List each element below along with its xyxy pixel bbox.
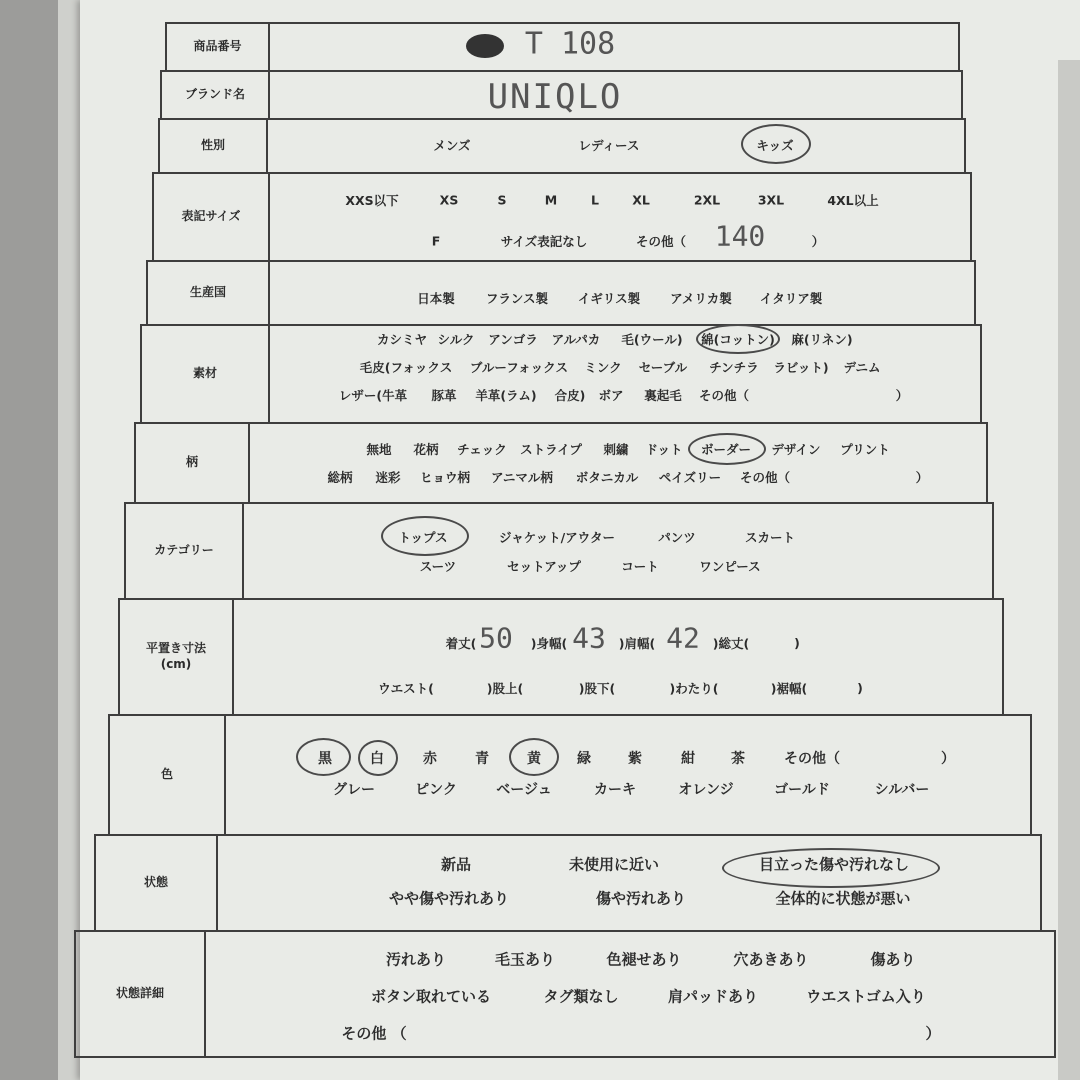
color-black-circle xyxy=(296,738,351,776)
detail-pilling: 毛玉あり xyxy=(494,950,556,969)
pattern-check: チェック xyxy=(457,442,507,457)
pattern-other-close: ） xyxy=(915,470,929,485)
gender-mens: メンズ xyxy=(433,138,471,153)
measure-width-label: )身幅( xyxy=(530,636,568,651)
row-color xyxy=(108,714,1032,836)
detail-other-close: ） xyxy=(925,1024,941,1043)
row-country xyxy=(146,260,976,326)
brand-label: ブランド名 xyxy=(162,72,270,118)
pattern-stripe: ストライプ xyxy=(520,442,582,457)
brand-value: UNIQLO xyxy=(487,77,623,117)
measure-total-close: ) xyxy=(794,635,800,651)
condition-slight-damage: やや傷や汚れあり xyxy=(388,889,510,908)
pattern-embroidery: 刺繍 xyxy=(603,442,629,457)
measure-label-cell xyxy=(120,600,234,714)
category-setup: セットアップ xyxy=(507,559,581,574)
color-beige: ベージュ xyxy=(496,782,552,798)
condition-damage: 傷や汚れあり xyxy=(595,889,687,908)
category-jacket: ジャケット/アウター xyxy=(498,530,616,545)
pattern-paisley: ペイズリー xyxy=(658,470,722,485)
detail-shoulder-pad: 肩パッドあり xyxy=(667,987,759,1006)
pattern-print: プリント xyxy=(840,442,890,457)
material-brushed: 裏起毛 xyxy=(644,388,682,403)
measure-thigh-label: )わたり( xyxy=(669,681,719,696)
measure-length-label: 着丈( xyxy=(445,636,477,651)
material-boa: ボア xyxy=(598,388,624,403)
row-measure xyxy=(118,598,1004,716)
size-no-label: サイズ表記なし xyxy=(500,234,588,249)
pattern-selected-circle xyxy=(688,433,766,465)
row-gender xyxy=(158,118,966,174)
color-khaki: カーキ xyxy=(594,782,636,798)
color-yellow-circle xyxy=(509,738,559,776)
material-fur-fox: 毛皮(フォックス xyxy=(359,360,453,375)
color-purple: 紫 xyxy=(628,751,642,767)
material-cotton: 綿(コットン) xyxy=(701,332,775,347)
material-chinchilla: チンチラ xyxy=(709,360,759,375)
pattern-floral: 花柄 xyxy=(413,442,439,457)
material-alpaca: アルパカ xyxy=(551,332,601,347)
category-tops: トップス xyxy=(398,530,448,545)
color-green: 緑 xyxy=(577,751,591,767)
gender-selected-circle xyxy=(741,124,811,164)
material-leather: レザー(牛革 xyxy=(338,388,408,403)
color-gold: ゴールド xyxy=(774,782,830,798)
detail-other: その他 （ xyxy=(341,1024,407,1043)
detail-fading: 色褪せあり xyxy=(606,950,682,969)
measure-unit: (cm) xyxy=(160,657,192,671)
size-f: F xyxy=(431,233,441,249)
color-other: その他（ xyxy=(784,751,840,767)
size-3xl: 3XL xyxy=(757,192,785,208)
color-navy: 紺 xyxy=(681,751,695,767)
material-angora: アンゴラ xyxy=(488,332,538,347)
measure-shoulder-label: )肩幅( xyxy=(618,636,656,651)
row-pattern xyxy=(134,422,988,504)
measure-rise-label: )股上( xyxy=(486,681,524,696)
gender-kids: キッズ xyxy=(756,138,794,153)
condition-poor: 全体的に状態が悪い xyxy=(775,889,911,908)
size-other-label: その他（ xyxy=(635,234,687,249)
detail-scratch: 傷あり xyxy=(870,950,916,969)
pattern-label: 柄 xyxy=(136,424,250,502)
pattern-other: その他（ xyxy=(739,470,791,485)
material-cashmere: カシミヤ xyxy=(376,332,428,347)
category-coat: コート xyxy=(621,559,659,574)
pattern-design: デザイン xyxy=(771,442,821,457)
material-denim: デニム xyxy=(843,360,881,375)
measure-length-value: 50 xyxy=(479,621,513,655)
material-silk: シルク xyxy=(437,332,475,347)
material-label: 素材 xyxy=(142,326,270,422)
size-xl: XL xyxy=(632,192,650,208)
size-xxs: XXS以下 xyxy=(345,193,399,208)
category-skirt: スカート xyxy=(744,530,796,545)
category-onepiece: ワンピース xyxy=(699,559,761,574)
size-l: L xyxy=(591,192,599,208)
size-m: M xyxy=(544,192,558,208)
pattern-animal: アニマル柄 xyxy=(491,470,553,485)
measure-hem-label: )裾幅( xyxy=(770,681,808,696)
color-red: 赤 xyxy=(423,751,437,767)
color-gray: グレー xyxy=(333,782,375,798)
size-4xl: 4XL以上 xyxy=(827,193,879,208)
color-orange: オレンジ xyxy=(678,782,734,798)
measure-shoulder-value: 42 xyxy=(666,621,700,655)
category-selected-circle xyxy=(381,516,469,556)
material-synthetic: 合皮) xyxy=(554,388,586,403)
measure-hem-close: ) xyxy=(857,680,863,696)
product-no-value: T 108 xyxy=(524,26,616,62)
detail-stain: 汚れあり xyxy=(385,950,447,969)
detail-button-missing: ボタン取れている xyxy=(370,987,492,1006)
country-label: 生産国 xyxy=(148,262,270,324)
gender-ladies: レディース xyxy=(578,138,640,153)
country-italy: イタリア製 xyxy=(759,291,823,306)
color-other-close: ） xyxy=(941,751,955,767)
pattern-border: ボーダー xyxy=(700,442,752,457)
condition-selected-circle xyxy=(722,848,940,888)
condition-no-damage: 目立った傷や汚れなし xyxy=(758,855,910,874)
gender-label: 性別 xyxy=(160,120,268,172)
condition-new: 新品 xyxy=(440,855,472,874)
material-sable: セーブル xyxy=(638,360,688,375)
size-label: 表記サイズ xyxy=(154,174,270,260)
country-france: フランス製 xyxy=(485,291,549,306)
pattern-botanical: ボタニカル xyxy=(575,470,639,485)
color-pink: ピンク xyxy=(415,782,457,798)
product-no-prefix-mark xyxy=(466,34,504,58)
category-suit: スーツ xyxy=(419,559,457,574)
pattern-camo: 迷彩 xyxy=(375,470,401,485)
material-blue-fox: ブルーフォックス xyxy=(469,360,569,375)
country-usa: アメリカ製 xyxy=(670,291,732,306)
color-yellow: 黄 xyxy=(527,751,541,767)
condition-like-new: 未使用に近い xyxy=(568,855,660,874)
pattern-plain: 無地 xyxy=(366,442,392,457)
country-japan: 日本製 xyxy=(417,291,455,306)
color-white-circle xyxy=(358,740,398,776)
color-silver: シルバー xyxy=(874,782,930,798)
product-no-label: 商品番号 xyxy=(167,24,270,70)
country-uk: イギリス製 xyxy=(577,291,641,306)
size-2xl: 2XL xyxy=(693,192,721,208)
color-white: 白 xyxy=(370,751,384,767)
detail-no-tag: タグ類なし xyxy=(543,987,619,1006)
pattern-all-over: 総柄 xyxy=(327,470,353,485)
material-rabbit: ラビット) xyxy=(773,360,829,375)
row-category xyxy=(124,502,994,600)
detail-hole: 穴あきあり xyxy=(733,950,809,969)
detail-waist-rubber: ウエストゴム入り xyxy=(806,987,926,1006)
size-other-close: ） xyxy=(811,234,825,249)
material-lamb: 羊革(ラム) xyxy=(475,388,537,403)
material-other-close: ） xyxy=(895,388,909,403)
measure-inseam-label: )股下( xyxy=(578,681,616,696)
material-wool: 毛(ウール) xyxy=(621,332,683,347)
detail-label: 状態詳細 xyxy=(76,932,206,1056)
material-linen: 麻(リネン) xyxy=(791,332,853,347)
size-other-value: 140 xyxy=(714,219,766,253)
clipboard-edge xyxy=(1058,60,1080,1080)
color-blue: 青 xyxy=(475,751,489,767)
color-black: 黒 xyxy=(318,751,332,767)
measure-label: 平置き寸法 xyxy=(145,641,206,656)
material-mink: ミンク xyxy=(584,360,622,375)
material-other: その他（ xyxy=(698,388,750,403)
measure-waist-label: ウエスト( xyxy=(378,681,434,696)
condition-label: 状態 xyxy=(96,836,218,930)
category-pants: パンツ xyxy=(658,530,696,545)
pattern-leopard: ヒョウ柄 xyxy=(419,470,471,485)
category-label: カテゴリー xyxy=(126,504,244,598)
material-selected-circle xyxy=(696,324,780,354)
color-label: 色 xyxy=(110,716,226,834)
size-s: S xyxy=(497,192,507,208)
color-brown: 茶 xyxy=(731,751,745,767)
material-pigskin: 豚革 xyxy=(431,388,457,403)
size-xs: XS xyxy=(439,192,459,208)
pattern-dot: ドット xyxy=(645,442,683,457)
measure-width-value: 43 xyxy=(572,621,606,655)
measure-total-label: )総丈( xyxy=(712,636,750,651)
